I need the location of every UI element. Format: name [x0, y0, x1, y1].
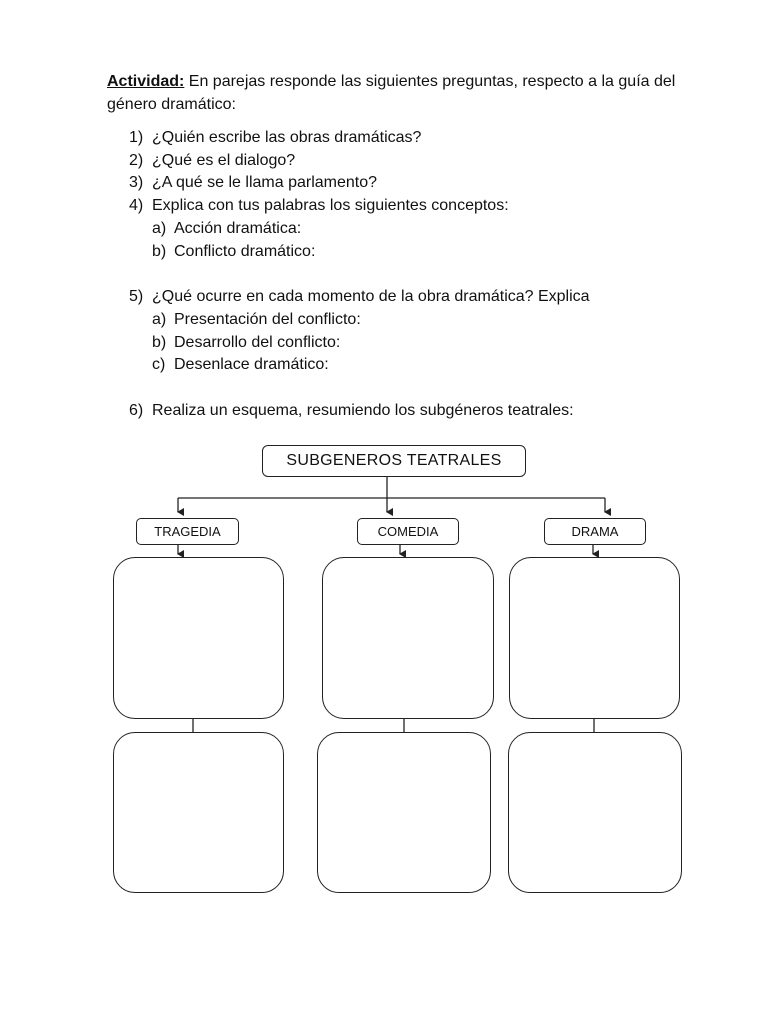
- category-tragedia: TRAGEDIA: [136, 518, 239, 545]
- sub-question-letter: a): [152, 310, 167, 328]
- question-number: 6): [129, 402, 144, 420]
- tragedia-answer-box-1[interactable]: [113, 557, 284, 719]
- category-comedia: COMEDIA: [357, 518, 459, 545]
- diagram-title-box: SUBGENEROS TEATRALES: [262, 445, 526, 477]
- sub-question-text: Desenlace dramático:: [174, 356, 329, 374]
- question-text: ¿Qué es el dialogo?: [152, 151, 296, 169]
- tragedia-answer-box-2[interactable]: [113, 732, 284, 893]
- question-text: Realiza un esquema, resumiendo los subgéneros teatrales:: [152, 402, 574, 420]
- comedia-answer-box-1[interactable]: [322, 557, 494, 719]
- question-text: ¿Quién escribe las obras dramáticas?: [152, 129, 422, 146]
- category-drama: DRAMA: [544, 518, 646, 545]
- sub-question-text: Conflicto dramático:: [174, 242, 316, 260]
- question-number: 5): [129, 288, 144, 306]
- question-text: Explica con tus palabras los siguientes conceptos:: [152, 197, 509, 215]
- sub-question-letter: b): [152, 242, 167, 260]
- sub-question-letter: a): [152, 219, 167, 237]
- question-text: ¿A qué se le llama parlamento?: [152, 174, 378, 192]
- sub-question-letter: b): [152, 333, 167, 351]
- question-number: 1): [129, 129, 144, 146]
- sub-question-letter: c): [152, 356, 166, 374]
- question-number: 2): [129, 151, 144, 169]
- question-text: ¿Qué ocurre en cada momento de la obra dramática? Explica: [152, 288, 590, 306]
- question-number: 3): [129, 174, 144, 192]
- sub-question-text: Acción dramática:: [174, 219, 302, 237]
- comedia-answer-box-2[interactable]: [317, 732, 491, 893]
- activity-text: En parejas responde las siguientes preguntas, respecto a la guía del género dramático:: [107, 73, 676, 113]
- activity-label: Actividad:: [107, 73, 185, 90]
- drama-answer-box-2[interactable]: [508, 732, 682, 893]
- sub-question-text: Desarrollo del conflicto:: [174, 333, 341, 351]
- sub-question-text: Presentación del conflicto:: [174, 310, 361, 328]
- question-number: 4): [129, 197, 144, 215]
- drama-answer-box-1[interactable]: [509, 557, 680, 719]
